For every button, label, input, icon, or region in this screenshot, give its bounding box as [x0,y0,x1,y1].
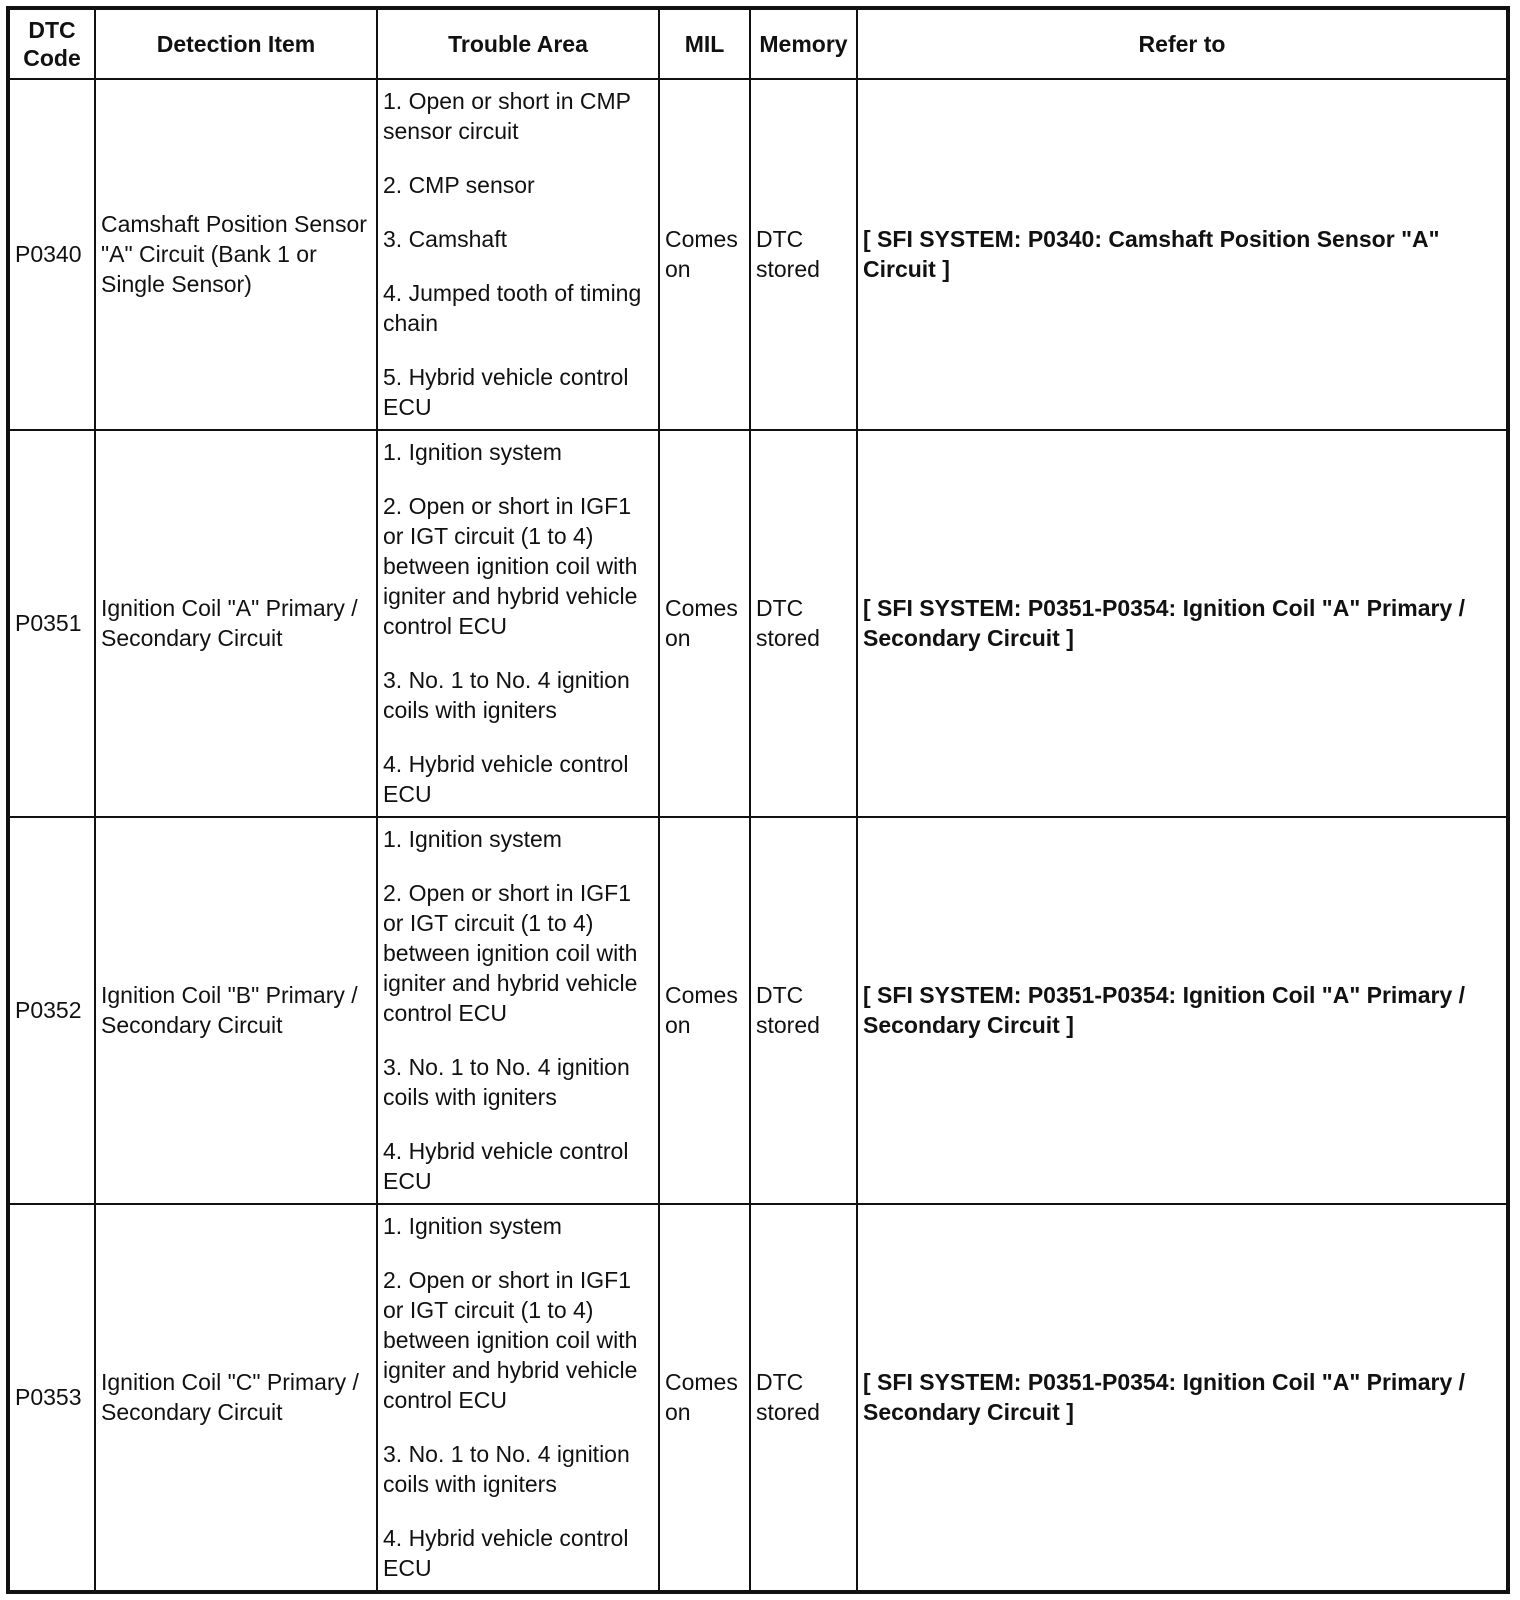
mil-cell: Comes on [659,79,750,430]
header-detection-item: Detection Item [95,8,377,79]
memory-cell: DTC stored [750,1204,857,1592]
dtc-code-cell: P0352 [8,817,95,1204]
detection-item-cell: Ignition Coil "C" Primary / Secondary Circuit [95,1204,377,1592]
trouble-area-cell [377,430,659,817]
trouble-area-item: 3. No. 1 to No. 4 ignition coils with igniters [383,1053,630,1110]
header-mil: MIL [659,8,750,79]
header-memory: Memory [750,8,857,79]
trouble-area-item: 4. Hybrid vehicle control ECU [383,750,629,807]
trouble-area-cell [377,79,659,430]
dtc-table [6,6,1510,1594]
dtc-code-cell: P0351 [8,430,95,817]
trouble-area-item: 4. Hybrid vehicle control ECU [383,1137,629,1194]
table-row [8,1204,1508,1592]
refer-to-link[interactable]: [ SFI SYSTEM: P0340: Camshaft Position Sensor "A" Circuit ] [857,79,1508,430]
mil-cell: Comes on [659,430,750,817]
table-header-row [8,8,1508,79]
header-dtc-code: DTC Code [8,8,95,79]
trouble-area-item: 2. CMP sensor [383,172,535,198]
trouble-area-item: 1. Open or short in CMP sensor circuit [383,88,631,144]
mil-cell: Comes on [659,817,750,1204]
trouble-area-item: 2. Open or short in IGF1 or IGT circuit (1 to 4) between ignition coil with igniter and hybrid vehicle control ECU [383,492,638,639]
trouble-area-item: 3. Camshaft [383,226,507,252]
trouble-area-item: 3. No. 1 to No. 4 ignition coils with igniters [383,666,630,723]
refer-to-link[interactable]: [ SFI SYSTEM: P0351-P0354: Ignition Coil "A" Primary / Secondary Circuit ] [857,430,1508,817]
memory-cell: DTC stored [750,817,857,1204]
trouble-area-item: 2. Open or short in IGF1 or IGT circuit (1 to 4) between ignition coil with igniter and hybrid vehicle control ECU [383,1266,638,1413]
trouble-area-cell [377,817,659,1204]
dtc-code-cell: P0340 [8,79,95,430]
trouble-area-item: 1. Ignition system [383,1212,562,1239]
header-refer-to: Refer to [857,8,1508,79]
detection-item-cell: Ignition Coil "B" Primary / Secondary Circuit [95,817,377,1204]
table-row [8,79,1508,430]
dtc-table-page [6,6,1506,1594]
trouble-area-item: 5. Hybrid vehicle control ECU [383,364,629,420]
table-row [8,430,1508,817]
trouble-area-cell [377,1204,659,1592]
trouble-area-item: 4. Jumped tooth of timing chain [383,280,642,336]
table-row [8,817,1508,1204]
dtc-code-cell: P0353 [8,1204,95,1592]
header-trouble-area: Trouble Area [377,8,659,79]
trouble-area-item: 3. No. 1 to No. 4 ignition coils with igniters [383,1440,630,1497]
memory-cell: DTC stored [750,79,857,430]
trouble-area-item: 4. Hybrid vehicle control ECU [383,1524,629,1581]
memory-cell: DTC stored [750,430,857,817]
detection-item-cell: Camshaft Position Sensor "A" Circuit (Bank 1 or Single Sensor) [95,79,377,430]
trouble-area-item: 1. Ignition system [383,825,562,852]
trouble-area-item: 1. Ignition system [383,438,562,465]
detection-item-cell: Ignition Coil "A" Primary / Secondary Circuit [95,430,377,817]
mil-cell: Comes on [659,1204,750,1592]
refer-to-link[interactable]: [ SFI SYSTEM: P0351-P0354: Ignition Coil "A" Primary / Secondary Circuit ] [857,817,1508,1204]
trouble-area-item: 2. Open or short in IGF1 or IGT circuit (1 to 4) between ignition coil with igniter and hybrid vehicle control ECU [383,879,638,1026]
refer-to-link[interactable]: [ SFI SYSTEM: P0351-P0354: Ignition Coil "A" Primary / Secondary Circuit ] [857,1204,1508,1592]
